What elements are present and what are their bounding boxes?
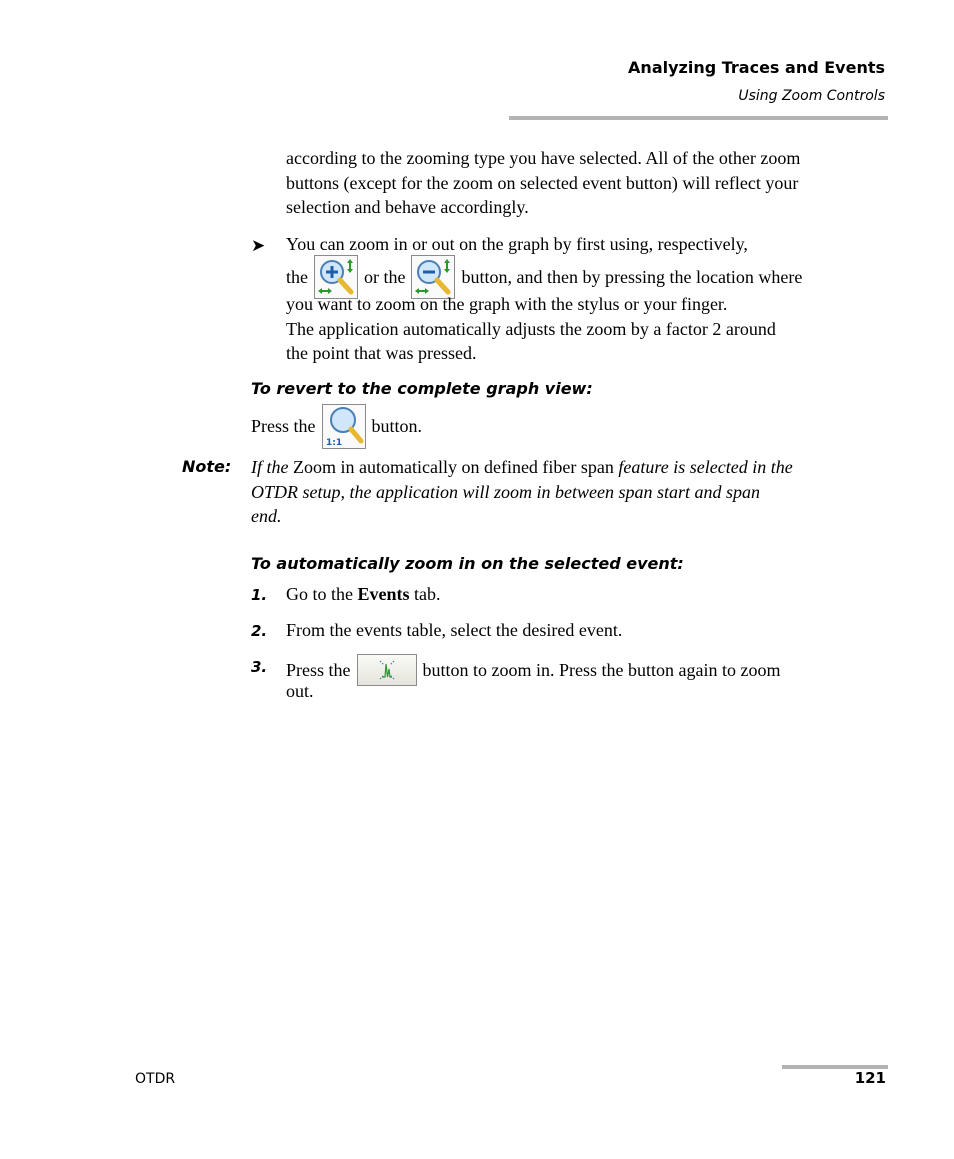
events-tab-name: Events bbox=[357, 584, 410, 604]
revert-text: button. bbox=[371, 415, 423, 436]
step-1-text bbox=[286, 582, 441, 607]
intro-paragraph bbox=[286, 146, 886, 220]
intro-line: buttons (except for the zoom on selected event button) will reflect your bbox=[286, 172, 799, 193]
section-subtitle: Using Zoom Controls bbox=[738, 88, 885, 104]
page-number: 121 bbox=[854, 1069, 886, 1087]
zoom-full-view-icon bbox=[323, 405, 365, 448]
zoom-ratio-label: 1:1 bbox=[325, 437, 342, 448]
bullet-line: the point that was pressed. bbox=[286, 343, 477, 363]
note-option-name: Zoom in automatically on defined fiber span bbox=[293, 457, 614, 477]
revert-text: Press the bbox=[251, 415, 316, 436]
step-number: 3. bbox=[251, 658, 268, 676]
bullet-marker-icon: ➤ bbox=[251, 236, 266, 256]
bullet-continuation bbox=[286, 292, 886, 366]
bullet-line: you want to zoom on the graph with the stylus or your finger. bbox=[286, 294, 728, 314]
zoom-on-event-icon bbox=[358, 655, 416, 685]
step-text: tab. bbox=[414, 584, 441, 604]
note-line: end. bbox=[251, 506, 282, 526]
bullet-text: button, and then by pressing the location where bbox=[461, 266, 803, 287]
note-line bbox=[251, 455, 891, 480]
bullet-text: the bbox=[286, 266, 308, 287]
intro-line: according to the zooming type you have selected. All of the other zoom bbox=[286, 148, 801, 168]
revert-heading: To revert to the complete graph view: bbox=[251, 379, 593, 398]
note-text: If the bbox=[251, 457, 289, 477]
step-text: button to zoom in. Press the button again to zoom bbox=[422, 659, 781, 680]
step-number: 2. bbox=[251, 622, 268, 640]
bullet-text: or the bbox=[364, 266, 406, 287]
step-text: Press the bbox=[286, 659, 351, 680]
chapter-title: Analyzing Traces and Events bbox=[628, 58, 885, 77]
note-line: OTDR setup, the application will zoom in between span start and span bbox=[251, 481, 760, 502]
intro-line: selection and behave accordingly. bbox=[286, 197, 529, 217]
step-number: 1. bbox=[251, 586, 268, 604]
zoom-full-view-button[interactable] bbox=[322, 404, 366, 449]
footer-product: OTDR bbox=[135, 1071, 176, 1087]
step-text: Go to the bbox=[286, 584, 353, 604]
bullet-line: You can zoom in or out on the graph by first using, respectively, bbox=[286, 234, 748, 254]
note-body bbox=[251, 455, 891, 529]
zoom-on-event-button[interactable] bbox=[357, 654, 417, 686]
note-label: Note: bbox=[182, 457, 232, 476]
step-3-text bbox=[286, 652, 780, 688]
revert-instruction bbox=[251, 403, 422, 449]
bullet-line: The application automatically adjusts the zoom by a factor 2 around bbox=[286, 318, 776, 339]
note-text: feature is selected in the bbox=[618, 457, 793, 477]
step-3-continuation: out. bbox=[286, 681, 314, 701]
auto-zoom-heading: To automatically zoom in on the selected event: bbox=[251, 554, 684, 573]
header-rule bbox=[509, 116, 888, 120]
step-2-text: From the events table, select the desired event. bbox=[286, 620, 623, 640]
